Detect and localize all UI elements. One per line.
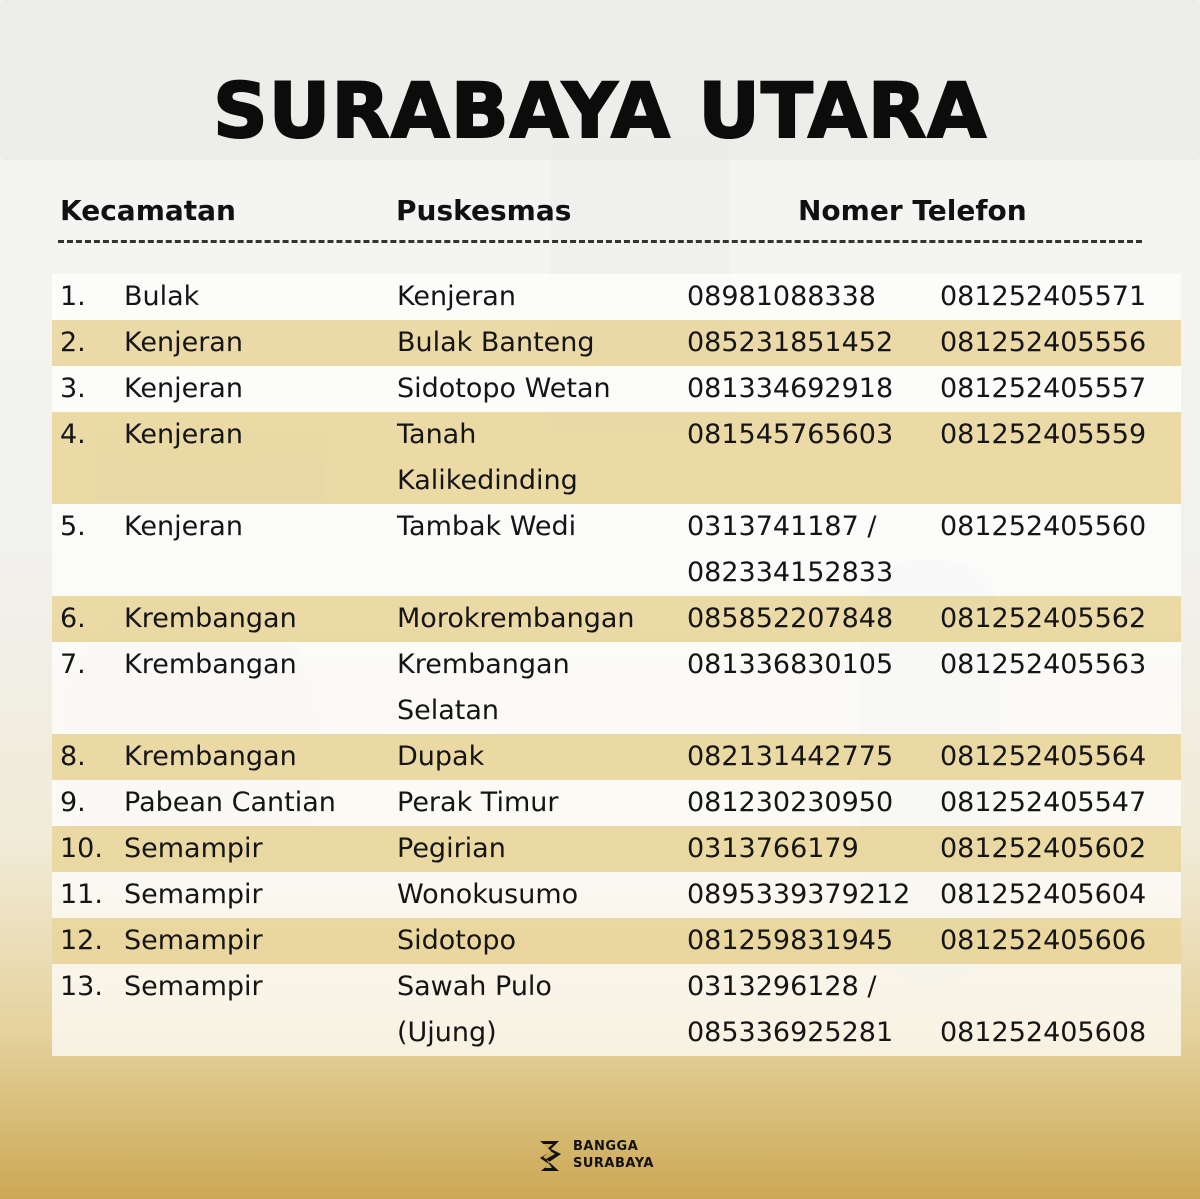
cell-telefon-2: 081252405556 — [940, 327, 1147, 358]
cell-telefon-1: 085852207848 — [687, 603, 894, 634]
cell-puskesmas: Sidotopo Wetan — [397, 373, 611, 404]
cell-puskesmas: Dupak — [397, 741, 485, 772]
table-row — [52, 918, 1181, 964]
row-number: 8. — [60, 741, 86, 772]
cell-telefon-1: 085231851452 — [687, 327, 894, 358]
cell-puskesmas: Wonokusumo — [397, 879, 579, 910]
table-row — [52, 366, 1181, 412]
cell-puskesmas: Krembangan Selatan — [397, 649, 570, 726]
cell-puskesmas: Sidotopo — [397, 925, 517, 956]
cell-telefon-1: 081334692918 — [687, 373, 894, 404]
table-row — [52, 504, 1181, 596]
cell-kecamatan: Kenjeran — [124, 327, 243, 358]
row-number: 13. — [60, 971, 103, 1002]
cell-puskesmas: Bulak Banteng — [397, 327, 595, 358]
table-row — [52, 872, 1181, 918]
row-number: 4. — [60, 419, 86, 450]
row-number: 7. — [60, 649, 86, 680]
header-puskesmas: Puskesmas — [396, 194, 572, 227]
row-number: 1. — [60, 281, 86, 312]
logo-text — [573, 1138, 654, 1172]
cell-telefon-2: 081252405571 — [940, 281, 1147, 312]
cell-telefon-1: 081336830105 — [687, 649, 894, 680]
cell-kecamatan: Pabean Cantian — [124, 787, 336, 818]
table-row — [52, 780, 1181, 826]
table-row — [52, 274, 1181, 320]
cell-kecamatan: Krembangan — [124, 603, 297, 634]
cell-telefon-1: 081230230950 — [687, 787, 894, 818]
table-row — [52, 734, 1181, 780]
cell-telefon-2: 081252405604 — [940, 879, 1147, 910]
cell-telefon-2: 081252405559 — [940, 419, 1147, 450]
cell-kecamatan: Kenjeran — [124, 511, 243, 542]
row-number: 10. — [60, 833, 103, 864]
bangga-surabaya-logo — [537, 1136, 667, 1176]
cell-puskesmas: Sawah Pulo (Ujung) — [397, 971, 552, 1048]
table-row — [52, 826, 1181, 872]
cell-telefon-1: 0313766179 — [687, 833, 859, 864]
row-number: 3. — [60, 373, 86, 404]
cell-kecamatan: Bulak — [124, 281, 200, 312]
cell-telefon-2: 081252405608 — [940, 1017, 1147, 1048]
cell-kecamatan: Semampir — [124, 971, 263, 1002]
cell-telefon-1: 081259831945 — [687, 925, 894, 956]
table-row — [52, 320, 1181, 366]
cell-telefon-1: 0313296128 / 085336925281 — [687, 971, 894, 1048]
cell-telefon-2: 081252405606 — [940, 925, 1147, 956]
logo-line-2: SURABAYA — [573, 1156, 654, 1171]
cell-telefon-1: 081545765603 — [687, 419, 894, 450]
table-row — [52, 964, 1181, 1056]
cell-puskesmas: Kenjeran — [397, 281, 516, 312]
header-kecamatan: Kecamatan — [60, 194, 236, 227]
cell-kecamatan: Kenjeran — [124, 419, 243, 450]
cell-telefon-2: 081252405557 — [940, 373, 1147, 404]
row-number: 6. — [60, 603, 86, 634]
cell-kecamatan: Semampir — [124, 833, 263, 864]
table-row — [52, 596, 1181, 642]
page-title: SURABAYA UTARA — [212, 66, 988, 155]
header-divider — [58, 240, 1142, 243]
cell-telefon-1: 0895339379212 — [687, 879, 911, 910]
cell-puskesmas: Tambak Wedi — [397, 511, 577, 542]
cell-puskesmas: Pegirian — [397, 833, 506, 864]
cell-telefon-2: 081252405547 — [940, 787, 1147, 818]
cell-telefon-2: 081252405563 — [940, 649, 1147, 680]
cell-telefon-2: 081252405560 — [940, 511, 1147, 542]
row-number: 9. — [60, 787, 86, 818]
cell-kecamatan: Krembangan — [124, 741, 297, 772]
cell-telefon-2: 081252405602 — [940, 833, 1147, 864]
cell-kecamatan: Semampir — [124, 925, 263, 956]
cell-puskesmas: Morokrembangan — [397, 603, 635, 634]
cell-puskesmas: Tanah Kalikedinding — [397, 419, 578, 496]
header-telefon: Nomer Telefon — [798, 194, 1027, 227]
cell-telefon-1: 082131442775 — [687, 741, 894, 772]
row-number: 11. — [60, 879, 103, 910]
logo-line-1: BANGGA — [573, 1139, 639, 1154]
cell-kecamatan: Semampir — [124, 879, 263, 910]
logo-mark-icon — [537, 1138, 565, 1174]
row-number: 2. — [60, 327, 86, 358]
puskesmas-table — [52, 274, 1181, 1056]
cell-telefon-2: 081252405562 — [940, 603, 1147, 634]
cell-telefon-1: 0313741187 / 082334152833 — [687, 511, 894, 588]
row-number: 5. — [60, 511, 86, 542]
cell-telefon-2: 081252405564 — [940, 741, 1147, 772]
cell-telefon-1: 08981088338 — [687, 281, 876, 312]
row-number: 12. — [60, 925, 103, 956]
cell-puskesmas: Perak Timur — [397, 787, 559, 818]
cell-kecamatan: Krembangan — [124, 649, 297, 680]
table-row — [52, 412, 1181, 504]
cell-kecamatan: Kenjeran — [124, 373, 243, 404]
table-row — [52, 642, 1181, 734]
